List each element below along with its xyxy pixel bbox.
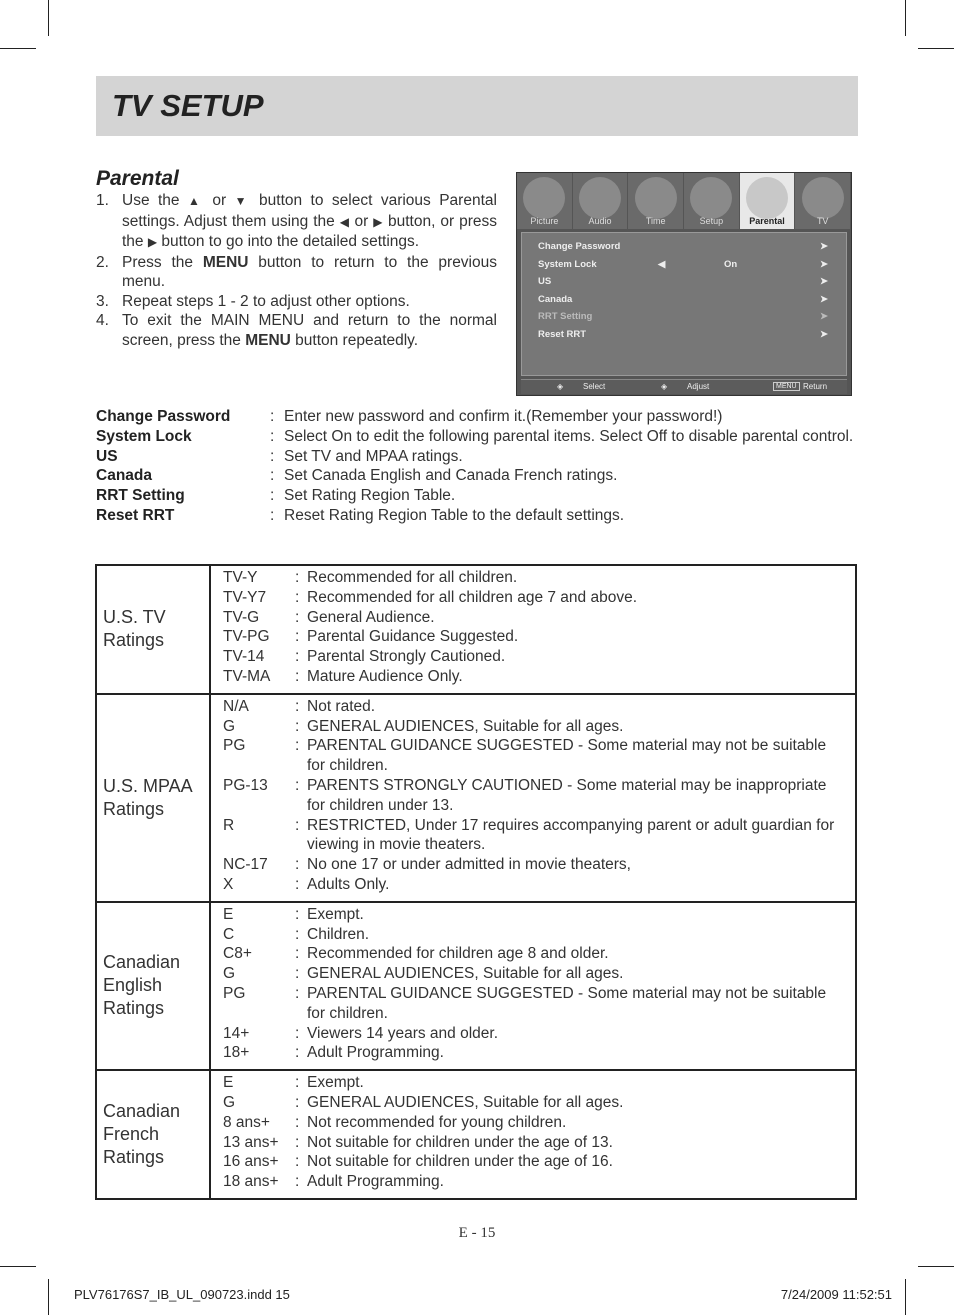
rating-row: G : GENERAL AUDIENCES, Suitable for all ages.: [223, 717, 855, 737]
rating-row: NC-17 : No one 17 or under admitted in movie theaters,: [223, 855, 855, 875]
rating-code: E: [223, 1074, 234, 1092]
left-right-icon: ◈: [661, 382, 668, 391]
rating-code: C: [223, 925, 235, 943]
rating-description: GENERAL AUDIENCES, Suitable for all ages.: [307, 717, 624, 735]
rating-description: Adult Programming.: [307, 1044, 444, 1062]
osd-item-rrt-setting[interactable]: RRT Setting ➤: [538, 311, 828, 322]
rating-row: TV-G : General Audience.: [223, 608, 855, 628]
rating-row: X : Adults Only.: [223, 875, 855, 895]
rating-description: Not suitable for children under the age of 13.: [307, 1133, 613, 1151]
ratings-section: [97, 695, 855, 903]
rating-description: Recommended for children age 8 and older.: [307, 945, 609, 963]
definition-row: Canada : Set Canada English and Canada French ratings.: [96, 467, 618, 485]
rating-description: Mature Audience Only.: [307, 667, 463, 685]
definition-row: System Lock : Select On to edit the following parental items. Select Off to disable parental control.: [96, 427, 854, 445]
lock-icon: [746, 177, 788, 219]
rating-code: PG: [223, 984, 246, 1002]
page-title: TV SETUP: [112, 88, 264, 123]
rating-code: NC-17: [223, 856, 268, 874]
rating-row: 18 ans+ : Adult Programming.: [223, 1172, 855, 1192]
rating-description: Recommended for all children age 7 and above.: [307, 588, 638, 606]
chevron-right-icon: ➤: [820, 329, 828, 340]
definition-row: Change Password : Enter new password and confirm it.(Remember your password!): [96, 408, 723, 425]
monitor-icon: [523, 177, 565, 219]
right-arrow-icon: ▶: [147, 235, 158, 249]
rating-code: X: [223, 875, 234, 893]
chevron-right-icon: ➤: [820, 241, 828, 252]
rating-code: G: [223, 717, 236, 735]
osd-item-system-lock[interactable]: System Lock ◀ On ➤: [538, 259, 828, 270]
definition-row: RRT Setting : Set Rating Region Table.: [96, 487, 456, 505]
rating-row: 16 ans+ : Not suitable for children under the age of 16.: [223, 1152, 855, 1172]
left-arrow-icon: ◀: [339, 214, 350, 229]
step-number: 1.: [96, 192, 109, 209]
rating-row: TV-Y : Recommended for all children.: [223, 568, 855, 588]
select-hint: Select: [583, 382, 606, 391]
rating-code: PG-13: [223, 776, 268, 794]
step-number: 3.: [96, 292, 109, 310]
rating-code: G: [223, 1093, 236, 1111]
title-bar: [96, 76, 858, 136]
satellite-icon: [802, 177, 844, 219]
chevron-right-icon: ➤: [820, 311, 828, 322]
up-arrow-icon: ▲: [187, 194, 204, 208]
rating-description: No one 17 or under admitted in movie theaters,: [307, 856, 631, 874]
ratings-table: [95, 564, 857, 1200]
ratings-section: [97, 1071, 855, 1200]
tab-parental[interactable]: Parental: [740, 173, 796, 229]
music-note-icon: [579, 177, 621, 219]
section-title: Parental: [96, 167, 179, 190]
rating-row: PG-13 : PARENTS STRONGLY CAUTIONED - Some material may be inappropriate for children under 13.: [223, 776, 855, 816]
page-number: E - 15: [458, 1225, 496, 1241]
ratings-category: U.S. MPAA Ratings: [97, 695, 211, 901]
rating-row: PG : PARENTAL GUIDANCE SUGGESTED - Some material may not be suitable for children.: [223, 736, 855, 776]
tab-time[interactable]: Time: [628, 173, 684, 229]
rating-description: PARENTAL GUIDANCE SUGGESTED - Some material may not be suitable for children.: [307, 737, 827, 775]
rating-row: R : RESTRICTED, Under 17 requires accompanying parent or adult guardian for viewing in movie theaters.: [223, 816, 855, 856]
rating-code: 16 ans+: [223, 1153, 279, 1171]
rating-row: 14+ : Viewers 14 years and older.: [223, 1024, 855, 1044]
rating-code: TV-PG: [223, 628, 270, 646]
crop-mark: [918, 1266, 954, 1267]
rating-code: E: [223, 905, 234, 923]
rating-row: C8+ : Recommended for children age 8 and older.: [223, 944, 855, 964]
rating-code: TV-G: [223, 608, 260, 626]
chevron-left-icon: ◀: [658, 259, 666, 270]
rating-description: Parental Strongly Cautioned.: [307, 648, 506, 666]
crop-mark: [905, 1279, 906, 1315]
crop-mark: [48, 0, 49, 36]
rating-description: Adults Only.: [307, 875, 390, 893]
rating-code: C8+: [223, 945, 252, 963]
rating-row: TV-MA : Mature Audience Only.: [223, 667, 855, 687]
osd-item-us[interactable]: US ➤: [538, 276, 828, 287]
rating-row: TV-14 : Parental Strongly Cautioned.: [223, 647, 855, 667]
ratings-category: Canadian French Ratings: [97, 1071, 211, 1198]
tab-setup[interactable]: Setup: [684, 173, 740, 229]
rating-description: Parental Guidance Suggested.: [307, 628, 519, 646]
definition-row: Reset RRT : Reset Rating Region Table to the default settings.: [96, 506, 625, 524]
rating-description: PARENTS STRONGLY CAUTIONED - Some material may be inappropriate for children under 13.: [307, 776, 827, 814]
chevron-right-icon: ➤: [820, 294, 828, 305]
osd-parental-panel: [521, 232, 847, 376]
footer-timestamp: 7/24/2009 11:52:51: [780, 1287, 892, 1302]
rating-row: TV-Y7 : Recommended for all children age 7 and above.: [223, 588, 855, 608]
definition-row: US : Set TV and MPAA ratings.: [96, 447, 463, 465]
crop-mark: [0, 48, 36, 49]
tab-picture[interactable]: Picture: [517, 173, 573, 229]
rating-description: Not suitable for children under the age of 16.: [307, 1153, 613, 1171]
ratings-rows: [211, 566, 855, 693]
clock-icon: [635, 177, 677, 219]
ratings-category: U.S. TV Ratings: [97, 566, 211, 693]
adjust-hint: Adjust: [687, 382, 710, 391]
rating-row: 18+ : Adult Programming.: [223, 1043, 855, 1063]
step-item: [96, 253, 497, 292]
rating-description: GENERAL AUDIENCES, Suitable for all ages.: [307, 965, 624, 983]
rating-code: PG: [223, 737, 246, 755]
rating-row: E : Exempt.: [223, 905, 855, 925]
steps-list: [96, 191, 497, 350]
rating-row: G : GENERAL AUDIENCES, Suitable for all ages.: [223, 964, 855, 984]
osd-menu-screenshot: [516, 172, 852, 396]
ratings-section: [97, 566, 855, 695]
rating-description: Adult Programming.: [307, 1173, 444, 1191]
rating-code: TV-Y: [223, 569, 258, 586]
rating-row: 13 ans+ : Not suitable for children under the age of 13.: [223, 1133, 855, 1153]
rating-code: 14+: [223, 1024, 250, 1042]
rating-code: 18+: [223, 1044, 250, 1062]
step-item: [96, 292, 497, 312]
chevron-right-icon: ➤: [820, 259, 828, 270]
rating-row: PG : PARENTAL GUIDANCE SUGGESTED - Some material may not be suitable for children.: [223, 984, 855, 1024]
rating-row: 8 ans+ : Not recommended for young children.: [223, 1113, 855, 1133]
rating-description: Viewers 14 years and older.: [307, 1024, 498, 1042]
step-text: Repeat steps 1 - 2 to adjust other options.: [122, 292, 410, 310]
rating-description: PARENTAL GUIDANCE SUGGESTED - Some material may not be suitable for children.: [307, 984, 827, 1022]
ratings-rows: [211, 1071, 855, 1198]
tab-audio[interactable]: Audio: [573, 173, 629, 229]
rating-row: TV-PG : Parental Guidance Suggested.: [223, 627, 855, 647]
rating-description: Children.: [307, 925, 370, 943]
osd-item-canada[interactable]: Canada ➤: [538, 294, 828, 305]
rating-row: N/A : Not rated.: [223, 697, 855, 717]
osd-item-change-password[interactable]: Change Password ➤: [538, 241, 828, 252]
rating-code: R: [223, 816, 235, 834]
rating-description: RESTRICTED, Under 17 requires accompanying parent or adult guardian for viewing in movie theaters.: [307, 816, 835, 854]
return-hint: Return: [803, 382, 828, 391]
osd-item-reset-rrt[interactable]: Reset RRT ➤: [538, 329, 828, 340]
gear-icon: [690, 177, 732, 219]
crop-mark: [48, 1279, 49, 1315]
down-arrow-icon: ▼: [234, 194, 251, 208]
step-item: [96, 191, 497, 253]
step-number: 2.: [96, 253, 109, 271]
osd-footer-hints: [521, 379, 847, 394]
crop-mark: [918, 48, 954, 49]
osd-tab-bar: [517, 173, 851, 229]
menu-key-icon: MENU: [773, 382, 800, 391]
crop-mark: [905, 0, 906, 36]
rating-description: GENERAL AUDIENCES, Suitable for all ages.: [307, 1093, 624, 1111]
rating-code: 18 ans+: [223, 1173, 279, 1191]
rating-code: TV-14: [223, 648, 265, 666]
system-lock-value: On: [724, 259, 738, 270]
ratings-category: Canadian English Ratings: [97, 903, 211, 1069]
rating-description: General Audience.: [307, 608, 435, 626]
step-text: Use the ▲ or ▼ button to select various Parental settings. Adjust them using the ◀ or ▶ button, or press the ▶ button to go into the detailed settings.: [122, 192, 497, 250]
ratings-section: [97, 903, 855, 1071]
rating-description: Exempt.: [307, 1074, 364, 1092]
step-number: 4.: [96, 312, 109, 329]
tab-tv[interactable]: TV: [795, 173, 851, 229]
chevron-right-icon: ➤: [820, 276, 828, 287]
rating-code: 13 ans+: [223, 1133, 279, 1151]
rating-row: G : GENERAL AUDIENCES, Suitable for all ages.: [223, 1093, 855, 1113]
rating-code: TV-MA: [223, 667, 271, 685]
crop-mark: [0, 1266, 36, 1267]
step-text: Press the MENU button to return to the previous menu.: [122, 253, 497, 290]
ratings-rows: [211, 695, 855, 901]
rating-description: Not recommended for young children.: [307, 1113, 567, 1131]
rating-description: Recommended for all children.: [307, 569, 518, 586]
rating-description: Not rated.: [307, 697, 376, 715]
definitions-list: [96, 407, 858, 526]
rating-code: TV-Y7: [223, 588, 267, 606]
rating-code: N/A: [223, 697, 249, 715]
up-down-icon: ◈: [557, 382, 564, 391]
step-text: To exit the MAIN MENU and return to the normal screen, press the MENU button repeatedly.: [122, 312, 497, 349]
rating-description: Exempt.: [307, 905, 364, 923]
rating-code: G: [223, 965, 236, 983]
rating-row: C : Children.: [223, 925, 855, 945]
ratings-rows: [211, 903, 855, 1069]
right-arrow-icon: ▶: [373, 214, 384, 229]
step-item: [96, 311, 497, 350]
rating-row: E : Exempt.: [223, 1073, 855, 1093]
footer-file-name: PLV76176S7_IB_UL_090723.indd 15: [74, 1287, 290, 1302]
rating-code: 8 ans+: [223, 1113, 270, 1131]
